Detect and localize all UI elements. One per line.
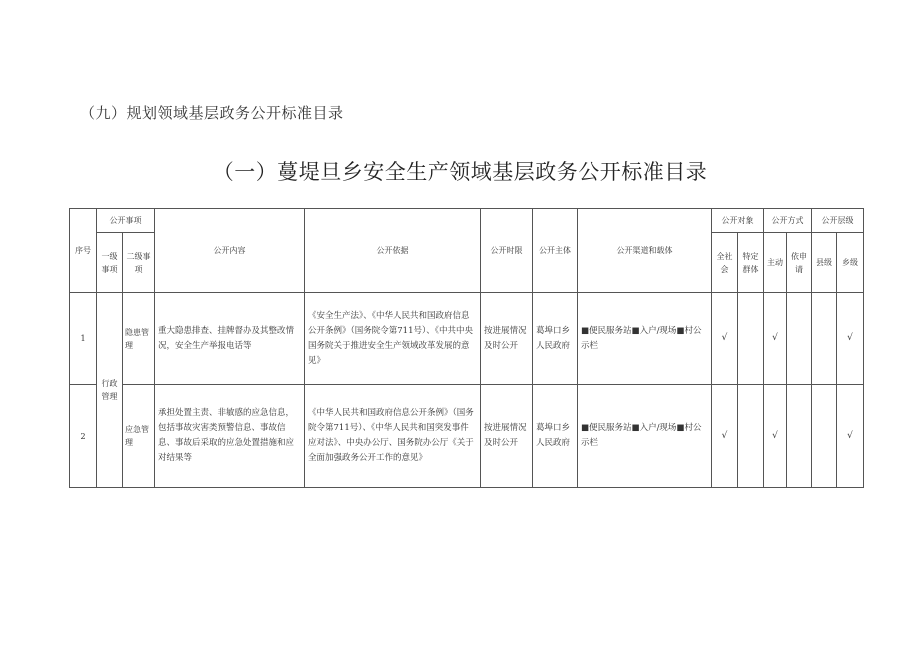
disclosure-table: [69, 208, 864, 488]
header-level2: 二级事项: [123, 233, 155, 293]
row-time: 按进展情况及时公开: [481, 385, 533, 488]
header-level-town: 乡级: [837, 233, 864, 293]
row-seq: 1: [70, 293, 97, 385]
header-time: 公开时限: [481, 209, 533, 293]
header-subject: 公开主体: [533, 209, 578, 293]
row-basis: 《中华人民共和国政府信息公开条例》（国务院令第711号）、《中华人民共和国突发事件应对法》、中央办公厅、国务院办公厅《关于全面加强政务公开工作的意见》: [305, 385, 481, 488]
section-title: （九）规划领域基层政务公开标准目录: [80, 104, 344, 122]
header-target-all: 全社会: [712, 233, 738, 293]
row-target-specific: [738, 385, 764, 488]
row-level2: 隐患管理: [123, 293, 155, 385]
row-method-active: √: [764, 293, 787, 385]
row-method-apply: [787, 385, 812, 488]
row-target-all: √: [712, 385, 738, 488]
header-level1: 一级事项: [97, 233, 123, 293]
row-time: 按进展情况及时公开: [481, 293, 533, 385]
table-row: [70, 293, 864, 385]
row-content: 重大隐患排查、挂牌督办及其整改情况，安全生产举报电话等: [155, 293, 305, 385]
header-items: 公开事项: [97, 209, 155, 233]
row-level-county: [812, 385, 837, 488]
row-level2: 应急管理: [123, 385, 155, 488]
row-level1: 行政管理: [97, 293, 123, 488]
row-method-apply: [787, 293, 812, 385]
row-channel: ■便民服务站■入户/现场■村公示栏: [578, 385, 712, 488]
row-level-town: √: [837, 293, 864, 385]
row-subject: 葛埠口乡人民政府: [533, 385, 578, 488]
header-target-specific: 特定群体: [738, 233, 764, 293]
header-method: 公开方式: [764, 209, 812, 233]
row-channel: ■便民服务站■入户/现场■村公示栏: [578, 293, 712, 385]
header-target: 公开对象: [712, 209, 764, 233]
header-level: 公开层级: [812, 209, 864, 233]
header-method-apply: 依申请: [787, 233, 812, 293]
header-basis: 公开依据: [305, 209, 481, 293]
row-target-all: √: [712, 293, 738, 385]
main-title: （一）蔓堤旦乡安全生产领域基层政务公开标准目录: [212, 160, 708, 184]
header-content: 公开内容: [155, 209, 305, 293]
table-row: [70, 385, 864, 488]
row-basis: 《安全生产法》、《中华人民共和国政府信息公开条例》（国务院令第711号）、《中共中央国务院关于推进安全生产领域改革发展的意见》: [305, 293, 481, 385]
row-level-county: [812, 293, 837, 385]
header-channel: 公开渠道和载体: [578, 209, 712, 293]
row-target-specific: [738, 293, 764, 385]
row-content: 承担处置主责、非敏感的应急信息，包括事故灾害类预警信息、事故信息、事故后采取的应急处置措施和应对结果等: [155, 385, 305, 488]
row-method-active: √: [764, 385, 787, 488]
header-seq: 序号: [70, 209, 97, 293]
header-method-active: 主动: [764, 233, 787, 293]
header-level-county: 县级: [812, 233, 837, 293]
row-seq: 2: [70, 385, 97, 488]
row-level-town: √: [837, 385, 864, 488]
row-subject: 葛埠口乡人民政府: [533, 293, 578, 385]
